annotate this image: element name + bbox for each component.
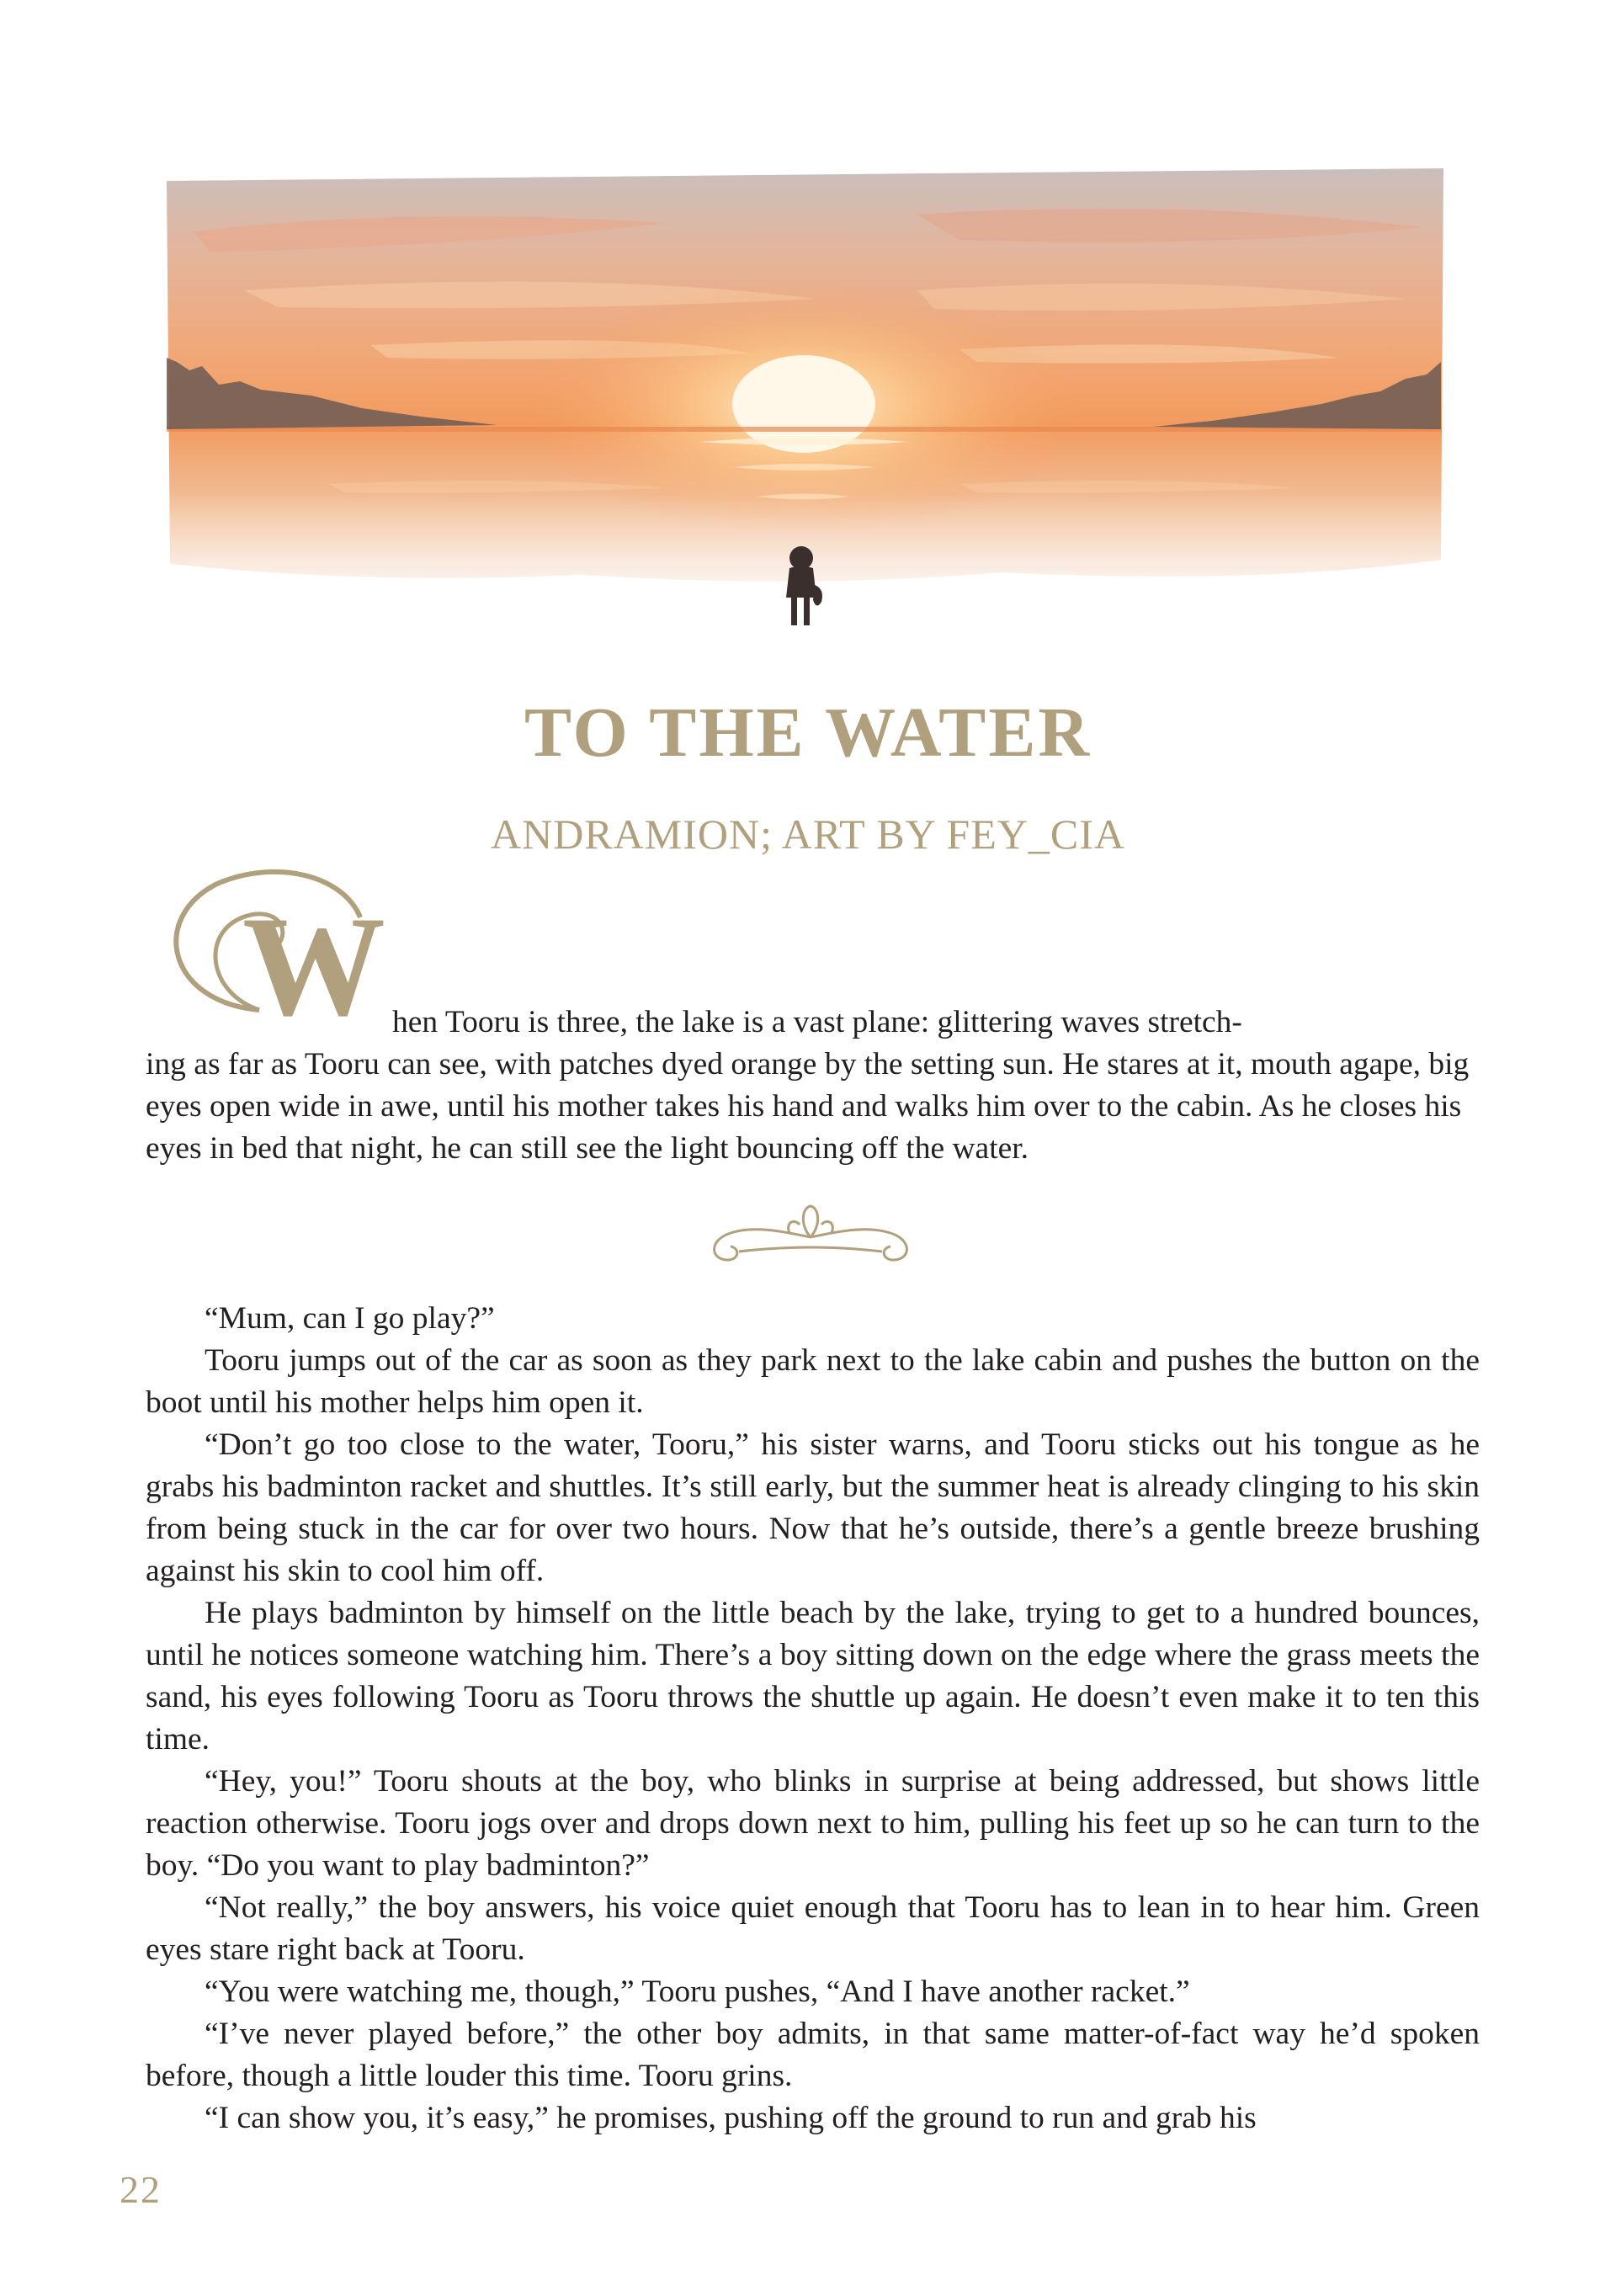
- opening-paragraph: [146, 1002, 1480, 1170]
- opening-first-line: hen Tooru is three, the lake is a vast plane: glittering waves stretch-: [392, 1005, 1242, 1039]
- paragraph: “I’ve never played before,” the other boy admits, in that same matter-of-fact way he’d spoken before, though a little louder this time. Tooru grins.: [146, 2017, 1480, 2093]
- opening-rest: ing as far as Tooru can see, with patches dyed orange by the setting sun. He stares at it, mouth agape, big eyes open wide in awe, until his mother takes his hand and walks him over to the cabin. As he closes his eyes in bed that night, he can still see the light bouncing off the water.: [146, 1047, 1470, 1166]
- sunset-lake-illustration: [160, 164, 1448, 635]
- paragraph: He plays badminton by himself on the little beach by the lake, trying to get to a hundred bounces, until he notices someone watching him. There’s a boy sitting down on the edge where the grass meets the sand, his eyes following Tooru as Tooru throws the shuttle up again. He doesn’t even make it to ten this time.: [146, 1596, 1480, 1757]
- paragraph: “I can show you, it’s easy,” he promises, pushing off the ground to run and grab his: [205, 2101, 1257, 2135]
- section-divider-ornament: [705, 1199, 916, 1271]
- svg-text:W: W: [242, 887, 385, 1035]
- paragraph: Tooru jumps out of the car as soon as they park next to the lake cabin and pushes the button on the boot until his mother helps him open it.: [146, 1343, 1480, 1420]
- page-number: 22: [120, 2168, 162, 2211]
- paragraph: “Mum, can I go play?”: [205, 1301, 495, 1336]
- paragraph: “You were watching me, though,” Tooru pushes, “And I have another racket.”: [205, 1974, 1190, 2009]
- author-byline: ANDRAMION; ART BY FEY_CIA: [490, 811, 1125, 858]
- paragraph: “Hey, you!” Tooru shouts at the boy, who blinks in surprise at being addressed, but shows little reaction otherwise. Tooru jogs over and drops down next to him, pulling his feet up so he can turn to the boy. “Do you want to play badminton?”: [146, 1764, 1480, 1883]
- paragraph: “Not really,” the boy answers, his voice quiet enough that Tooru has to lean in to hear him. Green eyes stare right back at Tooru.: [146, 1890, 1480, 1967]
- paragraph: “Don’t go too close to the water, Tooru,” his sister warns, and Tooru sticks out his tongue as he grabs his badminton racket and shuttles. It’s still early, but the summer heat is already clinging to his skin from being stuck in the car for over two hours. Now that he’s outside, there’s a gentle breeze brushing against his skin to cool him off.: [146, 1427, 1480, 1588]
- story-title: TO THE WATER: [524, 694, 1092, 772]
- story-body: [146, 1298, 1480, 2139]
